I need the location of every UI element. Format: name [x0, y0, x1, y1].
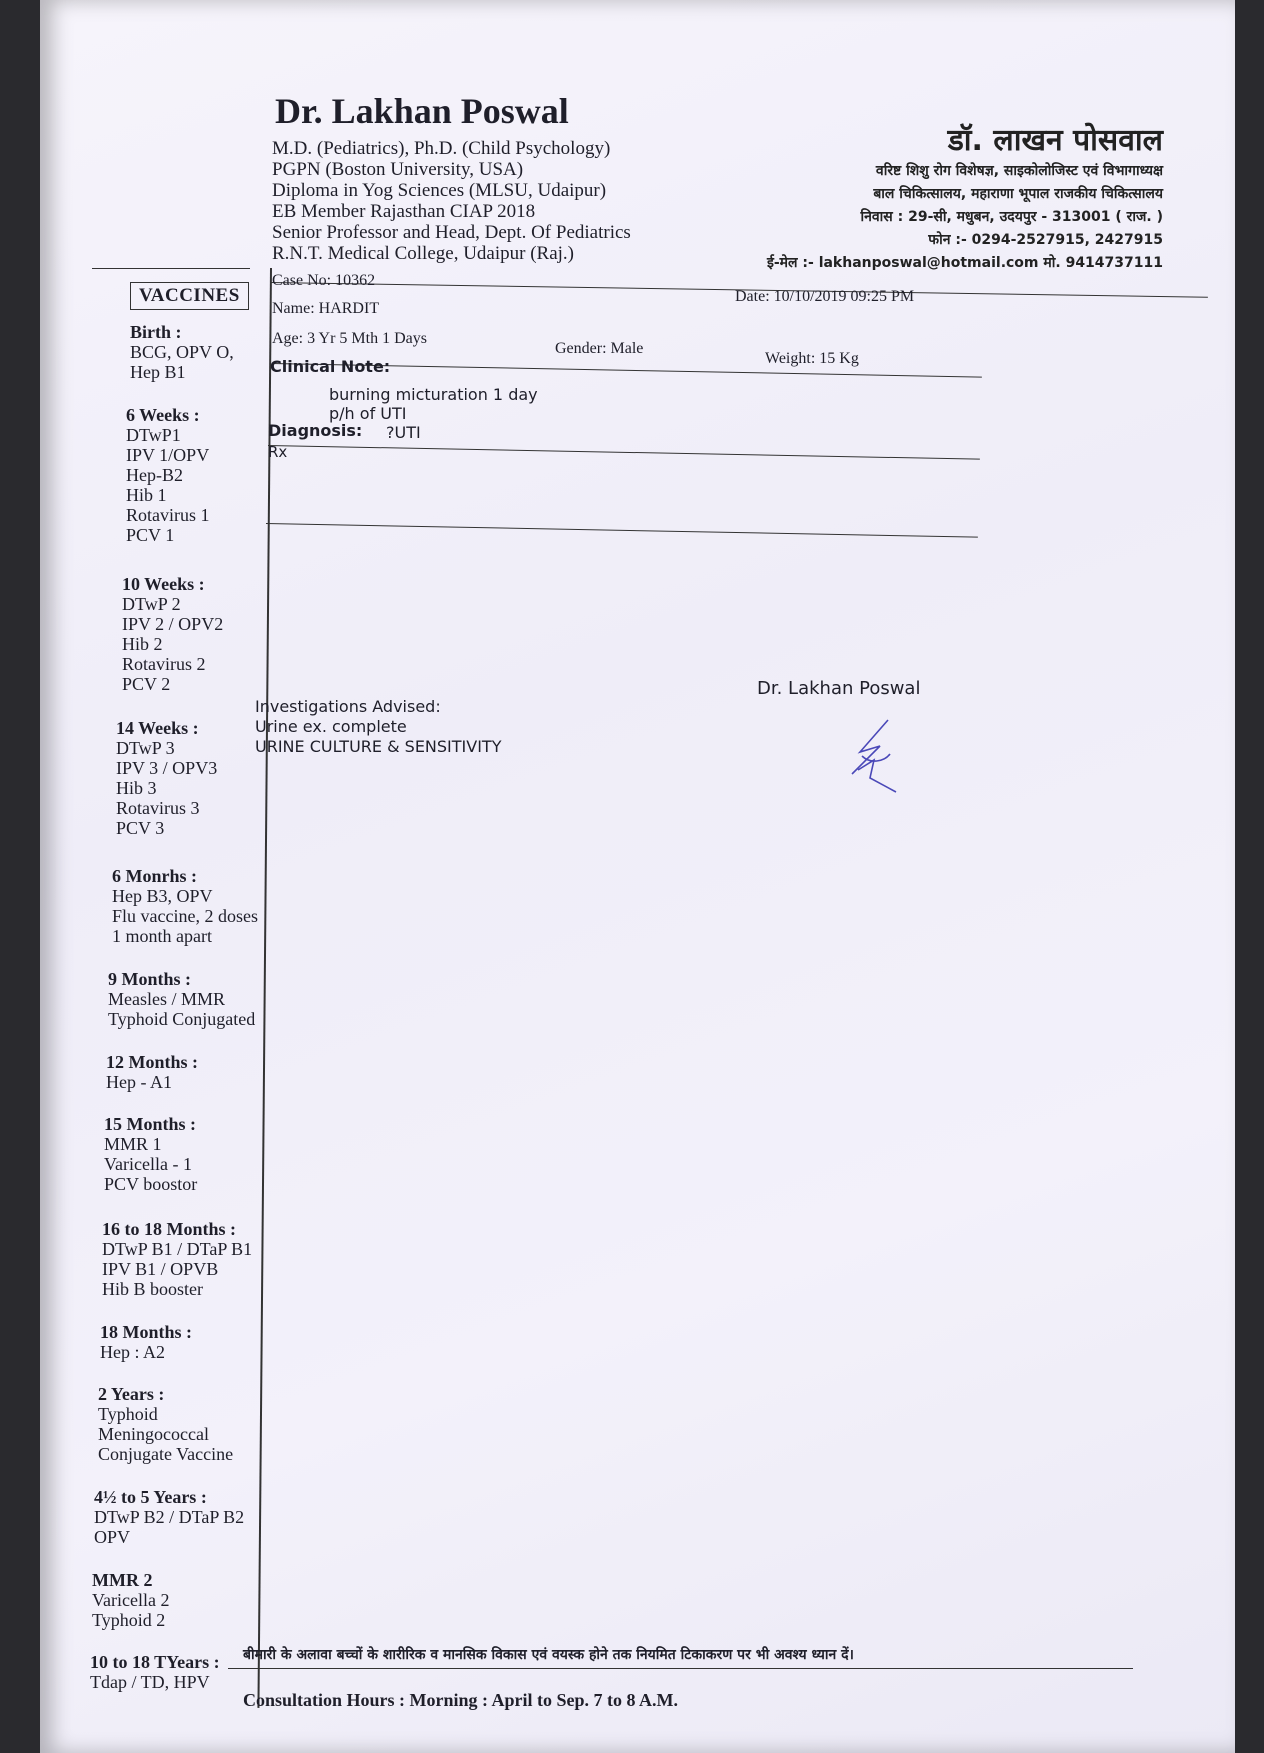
vaccine-group [92, 1570, 169, 1630]
vaccine-item: IPV 1/OPV [126, 445, 210, 465]
vaccine-group-heading: Birth : [130, 322, 182, 342]
vaccine-item: Hib B booster [102, 1279, 203, 1299]
doctor-details-hindi [767, 160, 1163, 275]
vaccine-item: Flu vaccine, 2 doses [112, 906, 258, 926]
vaccine-item: Hib 3 [116, 778, 157, 798]
qualification-line: R.N.T. Medical College, Udaipur (Raj.) [272, 243, 574, 264]
vaccine-group-heading: MMR 2 [92, 1570, 153, 1590]
hindi-detail-line: फोन :- 0294-2527915, 2427915 [928, 232, 1163, 248]
vaccine-item: Tdap / TD, HPV [90, 1672, 210, 1692]
vaccine-item: Hib 1 [126, 485, 167, 505]
qualification-line: EB Member Rajasthan CIAP 2018 [272, 201, 536, 222]
vaccine-item: Hep : A2 [100, 1342, 165, 1362]
consultation-hours: Consultation Hours : Morning : April to Sep. 7 to 8 A.M. [243, 1690, 679, 1710]
vaccine-group-heading: 9 Months : [108, 969, 192, 989]
vaccine-group [112, 866, 258, 946]
qualification-line: Senior Professor and Head, Dept. Of Pediatrics [272, 222, 631, 243]
vaccine-group [108, 969, 255, 1029]
vaccine-item: Typhoid Conjugated [108, 1009, 256, 1029]
footer-rule [228, 1668, 1133, 1669]
vaccine-item: BCG, OPV O, [130, 342, 234, 362]
vaccine-item: Hib 2 [122, 634, 163, 654]
vaccine-item: Rotavirus 2 [122, 654, 206, 674]
vaccine-group [116, 718, 217, 838]
vaccine-group-heading: 15 Months : [104, 1114, 197, 1134]
vaccine-item: PCV 1 [126, 525, 175, 545]
rx-rule [266, 523, 978, 538]
vaccines-title: VACCINES [130, 282, 249, 310]
vaccine-item: Meningococcal [98, 1424, 209, 1444]
vaccine-group-heading: 12 Months : [106, 1052, 199, 1072]
investigation-item: Urine ex. complete [255, 717, 407, 736]
vaccine-item: Hep B1 [130, 362, 186, 382]
investigation-item: URINE CULTURE & SENSITIVITY [255, 737, 502, 756]
vaccine-item: Conjugate Vaccine [98, 1444, 234, 1464]
vaccine-item: PCV 2 [122, 674, 171, 694]
vaccine-item: DTwP1 [126, 425, 181, 445]
vaccine-item: Hep B3, OPV [112, 886, 213, 906]
vaccine-group-heading: 10 Weeks : [122, 574, 205, 594]
vaccine-item: IPV 2 / OPV2 [122, 614, 224, 634]
vaccine-item: Typhoid [98, 1404, 158, 1424]
vaccine-group [122, 574, 223, 694]
investigations-label: Investigations Advised: [255, 697, 441, 716]
patient-name: Name: HARDIT [272, 300, 380, 317]
vaccine-group-heading: 4½ to 5 Years : [94, 1487, 207, 1507]
vaccine-item: DTwP 2 [122, 594, 181, 614]
vaccine-item: Varicella 2 [92, 1590, 170, 1610]
vaccine-item: Measles / MMR [108, 989, 225, 1009]
hindi-detail-line: बाल चिकित्सालय, महाराणा भूपाल राजकीय चिकित्सालय [873, 186, 1163, 202]
vaccine-item: IPV 3 / OPV3 [116, 758, 218, 778]
vaccine-group [102, 1219, 252, 1299]
patient-gender: Gender: Male [555, 340, 644, 357]
hindi-detail-line: वरिष्ट शिशु रोग विशेषज्ञ, साइकोलोजिस्ट एवं विभागाध्यक्ष [875, 163, 1163, 179]
vaccine-item: Rotavirus 1 [126, 505, 210, 525]
vaccine-item: DTwP B1 / DTaP B1 [102, 1239, 253, 1259]
vaccine-item: MMR 1 [104, 1134, 162, 1154]
vaccine-group-heading: 18 Months : [100, 1322, 193, 1342]
vaccine-item: Typhoid 2 [92, 1610, 166, 1630]
qualification-line: M.D. (Pediatrics), Ph.D. (Child Psychology) [272, 138, 611, 159]
hindi-detail-line: ई-मेल :- lakhanposwal@hotmail.com मो. 9414737111 [766, 255, 1163, 271]
vaccine-group [106, 1052, 198, 1092]
vaccine-group [130, 322, 234, 382]
diagnosis-rule [268, 445, 980, 460]
vaccine-column-divider [257, 268, 272, 1708]
visit-date: Date: 10/10/2019 09:25 PM [735, 288, 915, 305]
vaccine-item: OPV [94, 1527, 131, 1547]
vaccine-item: Hep-B2 [126, 465, 183, 485]
patient-weight: Weight: 15 Kg [765, 350, 859, 367]
case-number: Case No: 10362 [272, 272, 376, 289]
vaccine-group [98, 1384, 233, 1464]
vaccine-item: DTwP 3 [116, 738, 175, 758]
patient-age: Age: 3 Yr 5 Mth 1 Days [272, 330, 427, 347]
doctor-qualifications [272, 138, 631, 264]
vaccine-item: IPV B1 / OPVB [102, 1259, 219, 1279]
header-rule-left [92, 268, 250, 269]
clinical-note-line: burning micturation 1 day [329, 385, 538, 404]
qualification-line: PGPN (Boston University, USA) [272, 159, 524, 180]
footer-hindi-note: बीमारी के अलावा बच्चों के शारीरिक व मानसिक विकास एवं वयस्क होने तक नियमित टिकाकरण पर भी अवश्य ध्यान दें। [243, 1647, 854, 1663]
vaccine-group [94, 1487, 244, 1547]
diagnosis-value: ?UTI [386, 423, 421, 442]
hindi-detail-line: निवास : 29-सी, मधुबन, उदयपुर - 313001 ( राज. ) [860, 209, 1163, 225]
vaccine-group-heading: 14 Weeks : [116, 718, 199, 738]
rx-label: Rx [268, 443, 288, 461]
prescription-sheet [40, 0, 1235, 1753]
vaccine-item: 1 month apart [112, 926, 212, 946]
vaccine-group-heading: 10 to 18 TYears : [90, 1652, 220, 1672]
doctor-name-hindi: डॉ. लाखन पोसवाल [947, 123, 1163, 158]
vaccine-item: Hep - A1 [106, 1072, 172, 1092]
signature-scribble [840, 712, 910, 802]
clinical-note-line: p/h of UTI [329, 404, 407, 423]
vaccine-group [104, 1114, 197, 1194]
vaccine-group [100, 1322, 192, 1362]
signature-name: Dr. Lakhan Poswal [757, 678, 921, 699]
vaccine-item: Rotavirus 3 [116, 798, 200, 818]
qualification-line: Diploma in Yog Sciences (MLSU, Udaipur) [272, 180, 607, 201]
vaccine-item: PCV 3 [116, 818, 165, 838]
vaccine-group-heading: 16 to 18 Months : [102, 1219, 236, 1239]
vaccine-item: DTwP B2 / DTaP B2 [94, 1507, 245, 1527]
vaccine-group [90, 1652, 220, 1692]
diagnosis-label: Diagnosis: [268, 421, 363, 440]
vaccine-group-heading: 6 Weeks : [126, 405, 200, 425]
vaccine-group-heading: 2 Years : [98, 1384, 165, 1404]
doctor-name: Dr. Lakhan Poswal [275, 91, 569, 131]
clinical-note-label: Clinical Note: [270, 357, 391, 376]
vaccine-item: Varicella - 1 [104, 1154, 192, 1174]
vaccine-group-heading: 6 Monrhs : [112, 866, 197, 886]
vaccine-item: PCV boostor [104, 1174, 198, 1194]
vaccine-group [126, 405, 210, 545]
